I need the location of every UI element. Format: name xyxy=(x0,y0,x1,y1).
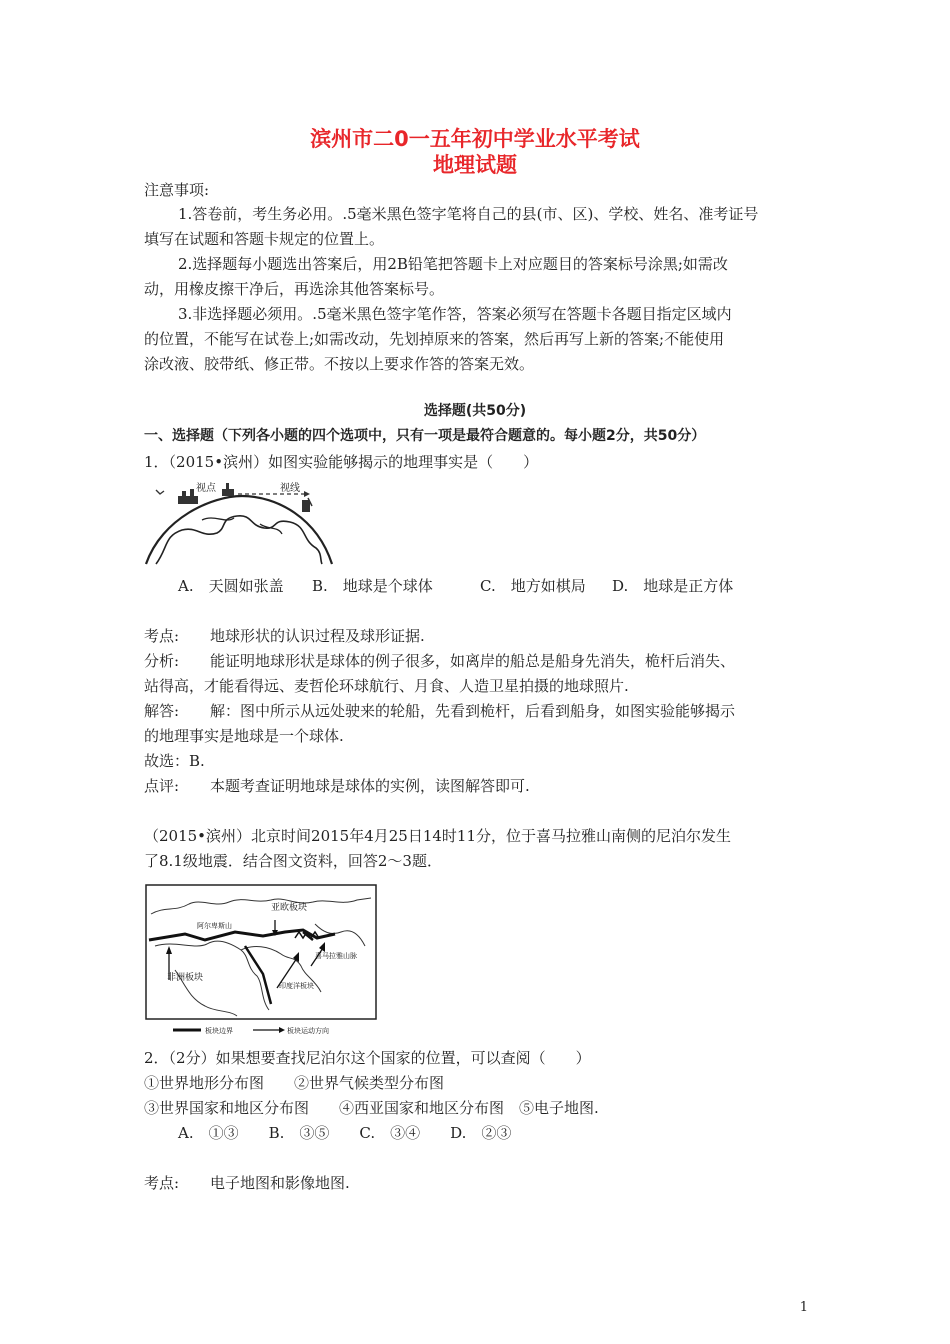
map-label-alps: 阿尔卑斯山 xyxy=(197,922,232,930)
q1-answer: 故选：B. xyxy=(144,752,205,770)
q2-choices-line-1: ①世界地形分布图 ②世界气候类型分布图 xyxy=(144,1074,445,1092)
group-intro-line-2: 了8.1级地震．结合图文资料，回答2～3题． xyxy=(144,852,442,870)
q1-dianping-text: 本题考查证明地球是球体的实例，读图解答即可. xyxy=(210,777,530,795)
q1-earth-curvature-figure xyxy=(142,478,342,568)
q1-option-d: D. 地球是正方体 xyxy=(612,577,734,595)
q1-figure-label-sightline: 视线 xyxy=(280,483,300,494)
q1-fenxi xyxy=(144,651,735,671)
q2-kaodian-label: 考点: xyxy=(144,1174,180,1192)
q1-jieda-line-1: 解：图中所示从远处驶来的轮船，先看到桅杆，后看到船身，如图实验能够揭示 xyxy=(210,702,736,720)
plate-boundary-map xyxy=(145,884,377,1038)
map-legend-motion: 板块运动方向 xyxy=(287,1027,329,1035)
notice-item-3-line-2: 的位置，不能写在试卷上;如需改动，先划掉原来的答案，然后再写上新的答案;不能使用 xyxy=(144,330,725,348)
q2-stem: 2．（2分）如果想要查找尼泊尔这个国家的位置，可以查阅（ ） xyxy=(144,1049,591,1067)
notice-item-1-line-2: 填写在试题和答题卡规定的位置上。 xyxy=(144,230,385,248)
q1-fenxi-label: 分析: xyxy=(144,652,180,670)
q1-jieda xyxy=(144,701,735,721)
q1-option-a: A. 天圆如张盖 xyxy=(178,577,284,595)
q1-kaodian xyxy=(144,626,425,646)
map-label-african-plate: 非洲板块 xyxy=(167,973,204,983)
q1-jieda-label: 解答: xyxy=(144,702,180,720)
q1-option-b: B. 地球是个球体 xyxy=(312,577,433,595)
notice-item-1-line-1: 1.答卷前，考生务必用。.5毫米黑色签字笔将自己的县(市、区)、学校、姓名、准考证号 xyxy=(178,205,759,223)
notice-heading: 注意事项: xyxy=(144,181,210,199)
q2-kaodian xyxy=(144,1173,350,1193)
q1-dianping-label: 点评: xyxy=(144,777,180,795)
q2-choices-line-2: ③世界国家和地区分布图 ④西亚国家和地区分布图 ⑤电子地图. xyxy=(144,1099,599,1117)
map-label-himalaya: 喜马拉雅山脉 xyxy=(315,952,357,960)
q1-figure-label-viewpoint: 视点 xyxy=(196,483,216,494)
q1-kaodian-text: 地球形状的认识过程及球形证据. xyxy=(210,627,425,645)
section-instruction: 一、选择题（下列各小题的四个选项中，只有一项是最符合题意的。每小题2分，共50分） xyxy=(144,428,706,444)
notice-item-3-line-1: 3.非选择题必须用。.5毫米黑色签字笔作答，答案必须写在答题卡各题目指定区域内 xyxy=(178,305,732,323)
notice-item-3-line-3: 涂改液、胶带纸、修正带。不按以上要求作答的答案无效。 xyxy=(144,355,535,373)
q1-fenxi-line-2: 站得高，才能看得远、麦哲伦环球航行、月食、人造卫星拍摄的地球照片. xyxy=(144,677,629,695)
map-legend-boundary: 板块边界 xyxy=(205,1027,233,1035)
notice-item-2-line-1: 2.选择题每小题选出答案后，用2B铅笔把答题卡上对应题目的答案标号涂黑;如需改 xyxy=(178,255,728,273)
q1-dianping xyxy=(144,776,530,796)
exam-subtitle: 地理试题 xyxy=(433,153,517,177)
map-label-eurasian-plate: 亚欧板块 xyxy=(271,903,308,913)
group-intro-line-1: （2015•滨州）北京时间2015年4月25日14时11分，位于喜马拉雅山南侧的尼泊尔发生 xyxy=(144,827,732,845)
q2-options: A. ①③ B. ③⑤ C. ③④ D. ②③ xyxy=(178,1124,512,1142)
exam-title: 滨州市二0一五年初中学业水平考试 xyxy=(310,127,640,151)
q1-fenxi-line-1: 能证明地球形状是球体的例子很多，如离岸的船总是船身先消失，桅杆后消失、 xyxy=(210,652,736,670)
q1-kaodian-label: 考点: xyxy=(144,627,180,645)
section-heading: 选择题(共50分) xyxy=(423,403,527,419)
page-number: 1 xyxy=(799,1300,808,1315)
q1-option-c: C. 地方如棋局 xyxy=(480,577,586,595)
q1-jieda-line-2: 的地理事实是地球是一个球体. xyxy=(144,727,344,745)
map-label-indian-ocean-plate: 印度洋板块 xyxy=(279,982,314,990)
q1-stem: 1．（2015•滨州）如图实验能够揭示的地理事实是（ ） xyxy=(144,453,539,471)
q2-kaodian-text: 电子地图和影像地图. xyxy=(210,1174,350,1192)
notice-item-2-line-2: 动，用橡皮擦干净后，再选涂其他答案标号。 xyxy=(144,280,445,298)
